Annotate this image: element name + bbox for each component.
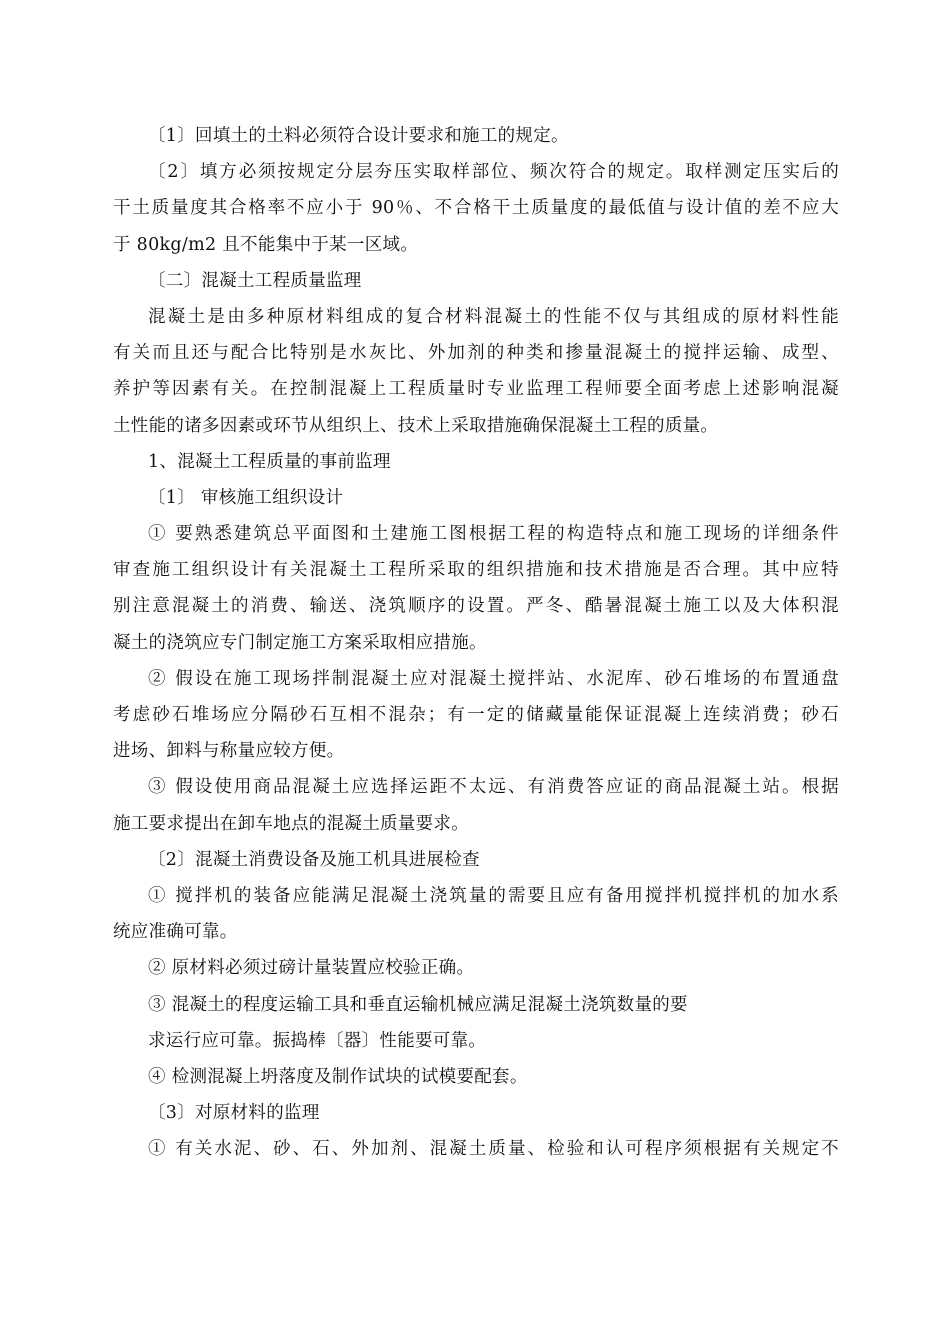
- item-heading-equipment-check: 〔2〕混凝土消费设备及施工机具进展检查: [148, 849, 480, 870]
- text-line-25: ③ 混凝土的程度运输工具和垂直运输机械应满足混凝土浇筑数量的要: [148, 994, 688, 1015]
- text-line-15: 凝土的浇筑应专门制定施工方案采取相应措施。: [113, 632, 487, 653]
- text-line-6: 混凝土是由多种原材料组成的复合材料混凝土的性能不仅与其组成的原材料性能: [148, 306, 839, 327]
- text-line-26: 求运行应可靠。振捣棒〔器〕性能要可靠。: [148, 1030, 487, 1051]
- text-line-24: ② 原材料必须过磅计量装置应校验正确。: [148, 958, 475, 979]
- text-line-23: 统应准确可靠。: [113, 922, 238, 943]
- text-line-8: 养护等因素有关。在控制混凝上工程质量时专业监理工程师要全面考虑上述影响混凝: [113, 379, 839, 400]
- section-heading-concrete: 〔二〕混凝土工程质量监理: [148, 270, 362, 291]
- text-line-22: ① 搅拌机的装备应能满足混凝土浇筑量的需要且应有备用搅拌机搅拌机的加水系: [148, 885, 839, 906]
- text-line-18: 进场、卸料与称量应较方便。: [113, 741, 345, 762]
- text-line-1: 〔1〕回填土的土料必须符合设计要求和施工的规定。: [148, 126, 569, 146]
- text-line-27: ④ 检测混凝上坍落度及制作试块的试模要配套。: [148, 1066, 528, 1087]
- text-line-4: 于 80kg/m2 且不能集中于某一区域。: [113, 234, 419, 255]
- text-line-7: 有关而且还与配合比特别是水灰比、外加剂的种类和掺量混凝土的搅拌运输、成型、: [113, 343, 839, 364]
- text-line-19: ③ 假设使用商品混凝土应选择运距不太远、有消费答应证的商品混凝土站。根据: [148, 777, 839, 798]
- text-line-20: 施工要求提出在卸车地点的混凝土质量要求。: [113, 813, 469, 834]
- text-line-17: 考虑砂石堆场应分隔砂石互相不混杂；有一定的储藏量能保证混凝上连续消费；砂石: [113, 705, 839, 725]
- text-line-9: 土性能的诸多因素或环节从组织上、技术上采取措施确保混凝土工程的质量。: [113, 415, 719, 436]
- text-line-14: 别注意混凝土的消费、输送、浇筑顺序的设置。严冬、酷暑混凝土施工以及大体积混: [113, 596, 839, 617]
- text-line-2: 〔2〕填方必须按规定分层夯压实取样部位、频次符合的规定。取样测定压实后的: [148, 162, 839, 183]
- text-line-29: ① 有关水泥、砂、石、外加剂、混凝土质量、检验和认可程序须根据有关规定不: [148, 1139, 839, 1160]
- document-body: [113, 118, 839, 1167]
- text-line-13: 审查施工组织设计有关混凝土工程所采取的组织措施和技术措施是否合理。其中应特: [113, 560, 839, 581]
- item-heading-review-design: 〔1〕 审核施工组织设计: [148, 487, 344, 508]
- text-line-12: ① 要熟悉建筑总平面图和土建施工图根据工程的构造特点和施工现场的详细条件: [148, 524, 839, 545]
- item-heading-raw-materials: 〔3〕对原材料的监理: [148, 1103, 320, 1124]
- text-line-16: ② 假设在施工现场拌制混凝土应对混凝土搅拌站、水泥库、砂石堆场的布置通盘: [148, 668, 839, 689]
- text-line-3: 干土质量度其合格率不应小于 90％、不合格干土质量度的最低值与设计值的差不应大: [113, 198, 839, 219]
- subsection-heading-pre-supervision: 1、混凝土工程质量的事前监理: [148, 451, 391, 472]
